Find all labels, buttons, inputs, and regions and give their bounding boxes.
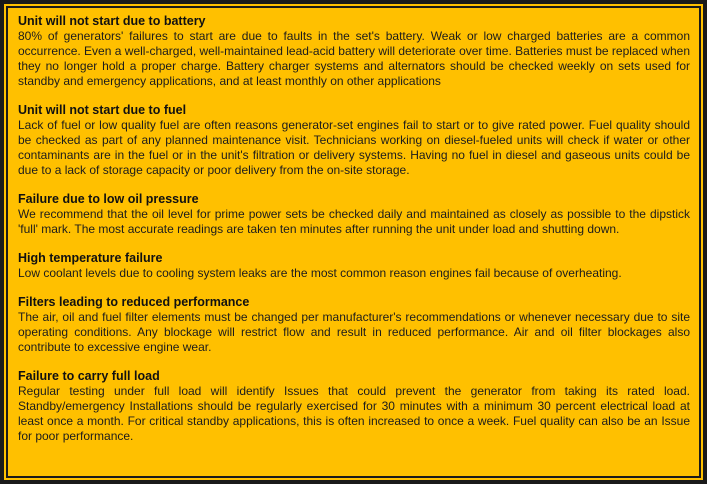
section-body: The air, oil and fuel filter elements must be changed per manufacturer's recommendations or whenever necessary due to site operating conditions. Any blockage will restrict flow and result in reduced performance. Air and oil filter blockages also contribute to excessive engine wear. <box>18 310 690 354</box>
section-oil-pressure <box>18 192 690 237</box>
section-body: Regular testing under full load will identify Issues that could prevent the generator from taking its rated load. Standby/emergency Installations should be regularly exercised for 30 minutes with a minimum 30 percent electrical load at least once a month. For critical standby applications, this is often increased to once a week. Fuel quality can also be an Issue for poor performance. <box>18 384 690 443</box>
section-title: Failure due to low oil pressure <box>18 192 199 206</box>
section-title: Unit will not start due to fuel <box>18 103 187 117</box>
section-high-temperature <box>18 251 690 281</box>
section-title: High temperature failure <box>18 251 163 265</box>
section-body: Lack of fuel or low quality fuel are often reasons generator-set engines fail to start or to give rated power. Fuel quality should be checked as part of any planned maintenance visit. Technicians working on diesel-fueled units will check if water or other contaminants are in the fuel or in the unit's filtration or delivery systems. Having no fuel in diesel and gaseous units could be due to a lack of storage capacity or poor delivery from the on-site storage. <box>18 118 690 177</box>
section-fuel <box>18 103 690 178</box>
section-body: 80% of generators' failures to start are due to faults in the set's battery. Weak or low charged batteries are a common occurrence. Even a well-charged, well-maintained lead-acid battery will deteriorate over time. Batteries must be replaced when they no longer hold a proper charge. Battery charger systems and alternators should be checked weekly on sets used for standby and emergency applications, and at least monthly on other applications <box>18 29 690 88</box>
section-full-load <box>18 369 690 444</box>
section-body: Low coolant levels due to cooling system leaks are the most common reason engines fail because of overheating. <box>18 266 622 280</box>
section-title: Filters leading to reduced performance <box>18 295 250 309</box>
section-filters <box>18 295 690 355</box>
section-battery <box>18 14 690 89</box>
generator-failure-guide <box>18 14 690 458</box>
section-title: Unit will not start due to battery <box>18 14 206 28</box>
info-panel-inner-border <box>6 6 701 478</box>
section-body: We recommend that the oil level for prime power sets be checked daily and maintained as closely as possible to the dipstick 'full' mark. The most accurate readings are taken ten minutes after running the unit under load and shutting down. <box>18 207 690 236</box>
section-title: Failure to carry full load <box>18 369 160 383</box>
